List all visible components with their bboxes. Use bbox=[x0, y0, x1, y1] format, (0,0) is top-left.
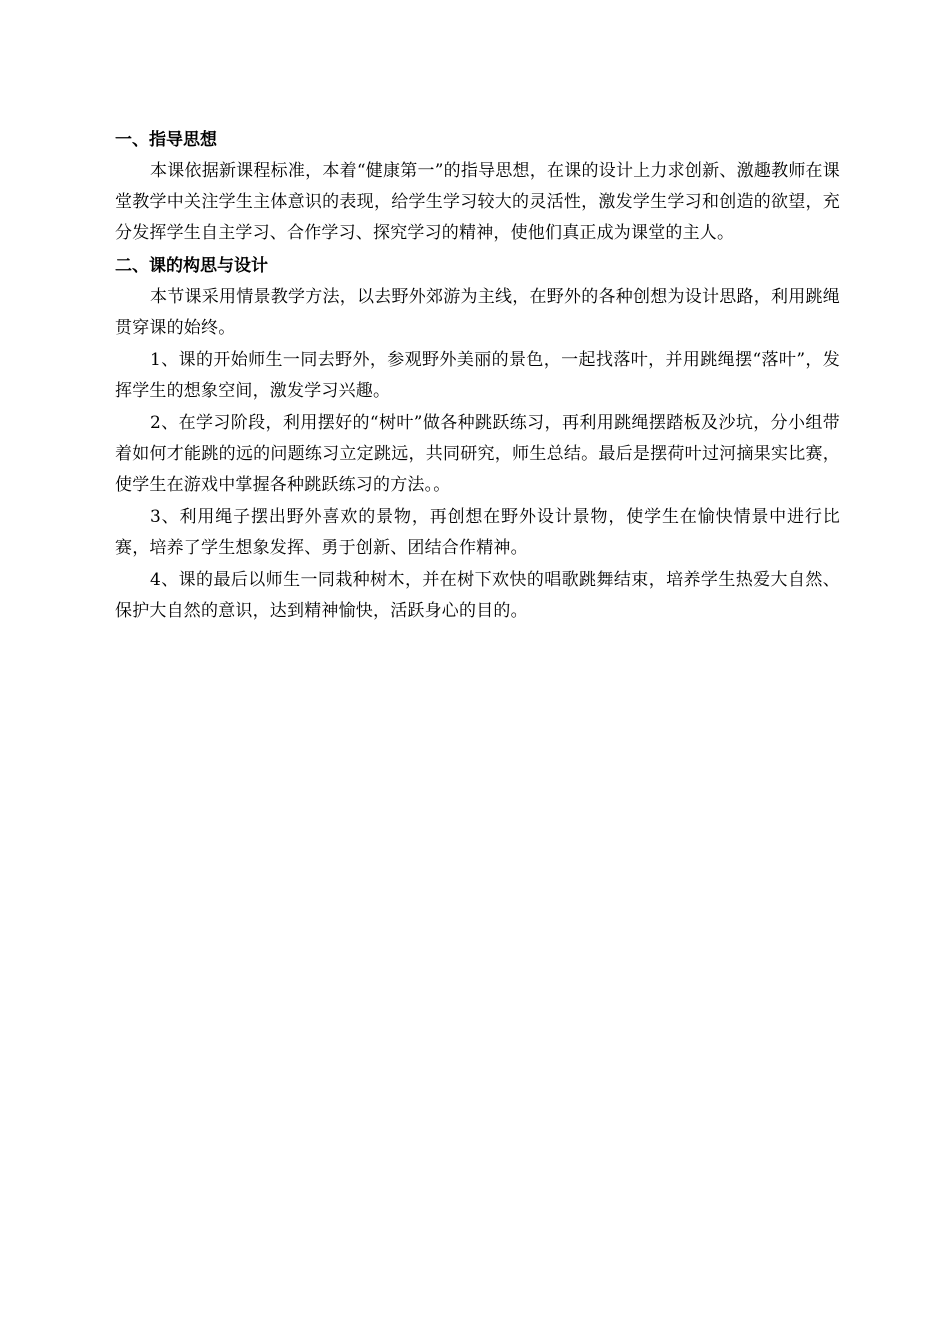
paragraph-guiding-idea: 本课依据新课程标准，本着“健康第一”的指导思想，在课的设计上力求创新、激趣教师在课堂教学中关注学生主体意识的表现，给学生学习较大的灵活性，激发学生学习和创造的欲望，充分发挥学生自主学习、合作学习、探究学习的精神，使他们真正成为课堂的主人。 bbox=[115, 161, 840, 243]
document-body bbox=[115, 124, 840, 628]
paragraph-design-intro: 本节课采用情景教学方法，以去野外郊游为主线，在野外的各种创想为设计思路，利用跳绳贯穿课的始终。 bbox=[115, 287, 840, 338]
paragraph-design-item-3: 3、利用绳子摆出野外喜欢的景物，再创想在野外设计景物，使学生在愉快情景中进行比赛，培养了学生想象发挥、勇于创新、团结合作精神。 bbox=[115, 507, 840, 558]
paragraph-design-item-2: 2、在学习阶段，利用摆好的“树叶”做各种跳跃练习，再利用跳绳摆踏板及沙坑，分小组带着如何才能跳的远的问题练习立定跳远，共同研究，师生总结。最后是摆荷叶过河摘果实比赛，使学生在游戏中掌握各种跳跃练习的方法。。 bbox=[115, 413, 840, 495]
section-heading-design: 二、课的构思与设计 bbox=[115, 256, 268, 276]
paragraph-design-item-4: 4、课的最后以师生一同栽种树木，并在树下欢快的唱歌跳舞结束，培养学生热爱大自然、保护大自然的意识，达到精神愉快，活跃身心的目的。 bbox=[115, 570, 840, 621]
paragraph-design-item-1: 1、课的开始师生一同去野外，参观野外美丽的景色，一起找落叶，并用跳绳摆“落叶”，发挥学生的想象空间，激发学习兴趣。 bbox=[115, 350, 840, 401]
section-heading-guiding-idea: 一、指导思想 bbox=[115, 130, 217, 150]
